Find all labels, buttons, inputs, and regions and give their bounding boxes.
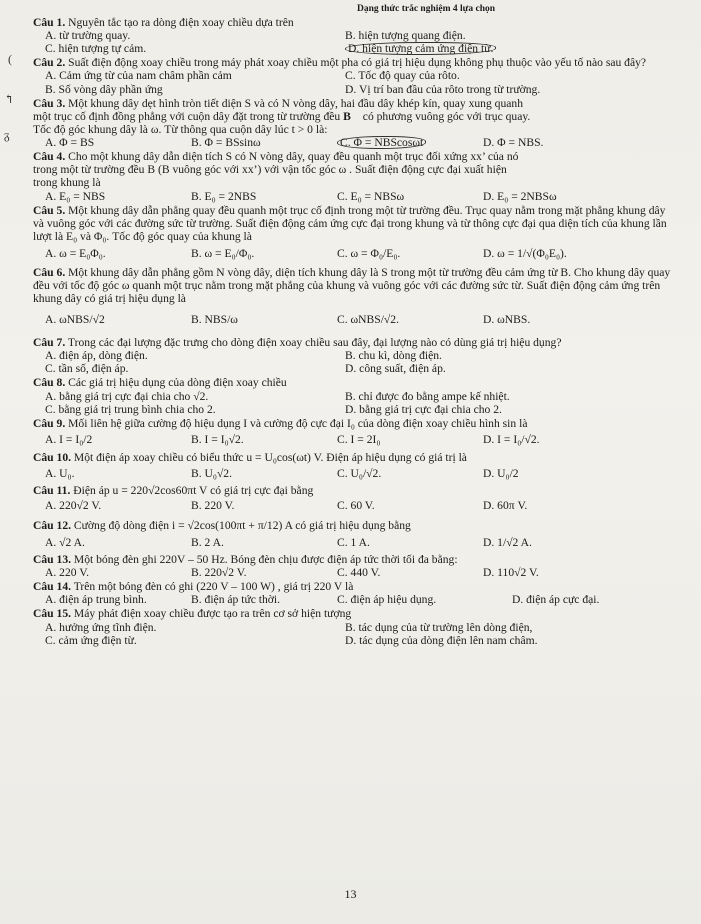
option-c-circled: C. Φ = NBScosωt: [337, 136, 483, 149]
option-a: A. I = I₀/2: [45, 433, 93, 447]
question-stem: Câu 12. Cường độ dòng điện i = √2cos(100πt + π/12) A có giá trị hiệu dụng bằng: [33, 519, 411, 533]
question-7: [33, 336, 679, 376]
option-a: A. ωNBS/√2: [45, 313, 105, 327]
option-b: B. 2 A.: [191, 535, 224, 549]
option-d: D. E₀ = 2NBSω: [483, 189, 557, 203]
question-stem: Câu 1. Nguyên tắc tạo ra dòng điện xoay chiều dựa trên: [33, 15, 294, 29]
option-b: B. chỉ được đo bằng ampe kế nhiệt.: [345, 389, 510, 403]
option-c: C. hiện tượng tự cảm.: [45, 42, 147, 56]
option-d: D. I = I₀/√2.: [483, 433, 540, 447]
margin-pen-mark: (: [8, 52, 12, 66]
option-d: D. 110√2 V.: [483, 566, 539, 580]
question-stem: Câu 9. Mối liên hệ giữa cường độ hiệu dụng I và cường độ cực đại I₀ của dòng điện xoay chiều hình sin là: [33, 416, 528, 430]
option-a: A. ω = E₀Φ₀.: [45, 247, 106, 261]
question-2: [33, 56, 679, 96]
option-c: C. Tốc độ quay của rôto.: [345, 69, 460, 83]
question-11: [33, 484, 679, 515]
margin-pen-mark: ↰: [4, 92, 15, 106]
option-c: C. 60 V.: [337, 499, 375, 513]
option-a: A. 220√2 V.: [45, 499, 102, 513]
question-stem: Câu 4. Cho một khung dây dẫn diện tích S có N vòng dây, quay đều quanh một trục đối xứng xx’ của nó: [33, 150, 519, 164]
option-d: D. U₀/2: [483, 466, 519, 480]
option-d: D. Vị trí ban đầu của rôto trong từ trường.: [345, 82, 541, 96]
question-stem-line: Tốc độ góc khung dây là ω. Từ thông qua cuộn dây lúc t > 0 là:: [33, 122, 328, 136]
question-stem-line: trong một từ trường đều B (B vuông góc với xx’) với vận tốc góc ω . Suất điện động cực đại xuất hiện: [33, 163, 507, 177]
option-a: A. điện áp, dòng điện.: [45, 348, 148, 362]
option-c-circled: C. E₀ = NBSω: [337, 189, 405, 203]
option-c: C. điện áp hiệu dụng.: [337, 593, 437, 607]
page-header: Dạng thức trắc nghiệm 4 lựa chọn: [356, 4, 496, 14]
option-d-circled: D. ωNBS.: [483, 313, 531, 327]
option-d: D. 60π V.: [483, 499, 528, 513]
option-c: C. I = 2I₀: [337, 433, 381, 447]
option-a: A. Cảm ứng từ của nam châm phần cảm: [45, 69, 232, 83]
option-d-circled: D. hiện tượng cảm ứng điện từ.: [345, 42, 679, 55]
option-d: D. 1/√2 A.: [483, 535, 532, 549]
option-a: A. 220 V.: [45, 566, 90, 580]
question-5: [33, 204, 679, 266]
question-3: [33, 97, 679, 150]
question-stem: Câu 2. Suất điện động xoay chiều trong máy phát xoay chiều một pha có giá trị hiệu dụng không phụ thuộc vào yếu tố nào sau đây?: [33, 56, 647, 70]
question-15: [33, 607, 679, 647]
question-6: [33, 266, 679, 336]
question-10: [33, 451, 679, 484]
option-c: C. U₀/√2.: [337, 466, 382, 480]
option-b-circled: B. Số vòng dây phần ứng: [45, 82, 163, 96]
question-stem-line: một trục cố định đồng phẳng với cuộn dây đặt trong từ trường đều B⃗ có phương vuông góc với trục quay.: [33, 109, 531, 123]
option-c: C. 440 V.: [337, 566, 381, 580]
option-a: A. √2 A.: [45, 535, 85, 549]
option-d: D. Φ = NBS.: [483, 136, 544, 150]
margin-pen-mark: ᵹ: [4, 128, 10, 142]
option-b: B. 220 V.: [191, 499, 235, 513]
question-stem-line: trong khung là: [33, 176, 101, 190]
option-b: B. điện áp tức thời.: [191, 593, 281, 607]
option-b: B. E₀ = 2NBS: [191, 189, 257, 203]
option-c: C. 1 A.: [337, 535, 370, 549]
option-b: B. Φ = BSsinω: [191, 136, 261, 150]
option-b: B. chu kì, dòng điện.: [345, 348, 442, 362]
option-b: B. hiện tượng quang điện.: [345, 28, 466, 42]
option-a: A. U₀.: [45, 466, 75, 480]
question-13: [33, 553, 679, 580]
option-c: C. ω = Φ₀/E₀.: [337, 247, 401, 261]
question-1: [33, 16, 679, 56]
option-c: C. bằng giá trị trung bình chia cho 2.: [45, 402, 216, 416]
question-8: [33, 376, 679, 416]
question-stem: Câu 13. Một bóng đèn ghi 220V – 50 Hz. Bóng đèn chịu được điện áp tức thời tối đa bằng:: [33, 553, 458, 567]
option-b: B. U₀√2.: [191, 466, 233, 480]
option-a: A. Φ = BS: [45, 136, 95, 150]
option-b: B. 220√2 V.: [191, 566, 247, 580]
question-stem: Câu 7. Trong các đại lượng đặc trưng cho dòng điện xoay chiều sau đây, đại lượng nào có dùng giá trị hiệu dụng?: [33, 335, 562, 349]
option-a: A. bằng giá trị cực đại chia cho √2.: [45, 389, 209, 403]
question-stem: Câu 11. Điện áp u = 220√2cos60πt V có giá trị cực đại bằng: [33, 484, 314, 498]
question-4: [33, 150, 679, 203]
option-c: C. cảm ứng điện từ.: [45, 633, 137, 647]
question-stem: Câu 3. Một khung dây dẹt hình tròn tiết diện S và có N vòng dây, hai đầu dây khép kín, quay xung quanh: [33, 96, 523, 110]
question-14: [33, 580, 679, 607]
option-d: D. tác dụng của dòng điện lên nam châm.: [345, 633, 538, 647]
question-9: [33, 417, 679, 450]
question-stem: Câu 6. Một khung dây dẫn phẳng gồm N vòng dây, diện tích khung dây là S trong một từ trường đều cảm ứng từ B. Cho khung dây quay đều với tốc độ góc ω quanh một trục nằm trong mặt phẳng của khung và vuông góc với các đường sức từ. Suất điện động cảm ứng trên khung dây có giá trị hiệu dụng là: [33, 265, 671, 306]
question-stem: Câu 5. Một khung dây dẫn phẳng quay đều quanh một trục cố định trong một từ trường đều. Trục quay nằm trong mặt phẳng khung dây và vuông góc với các đường sức từ trường. Suất điện động cảm ứng cực đại trong khung và từ thông cực đại qua diện tích của khung lần lượt là E₀ và Φ₀. Tốc độ góc quay của khung là: [33, 203, 667, 243]
option-a: A. điện áp trung bình.: [45, 593, 147, 607]
question-12: [33, 519, 679, 552]
option-c: C. tần số, điện áp.: [45, 362, 129, 376]
option-b: B. tác dụng của từ trường lên dòng điện,: [345, 620, 533, 634]
option-b: B. I = I₀√2.: [191, 433, 244, 447]
question-stem: Câu 14. Trên một bóng đèn có ghi (220 V – 100 W) , giá trị 220 V là: [33, 580, 354, 594]
option-a: A. hưởng ứng tĩnh điện.: [45, 620, 157, 634]
option-a: A. từ trường quay.: [45, 28, 131, 42]
option-d: D. bằng giá trị cực đại chia cho 2.: [345, 402, 502, 416]
option-d: D. điện áp cực đại.: [512, 593, 600, 607]
option-d: D. ω = 1/√(Φ₀E₀).: [483, 247, 567, 261]
option-b: B. ω = E₀/Φ₀.: [191, 247, 255, 261]
option-d: D. công suất, điện áp.: [345, 362, 446, 376]
page-number: 13: [344, 887, 357, 901]
question-stem: Câu 10. Một điện áp xoay chiều có biểu thức u = U₀cos(ωt) V. Điện áp hiệu dụng có giá trị là: [33, 450, 467, 464]
option-c: C. ωNBS/√2.: [337, 313, 399, 327]
option-a: A. E₀ = NBS: [45, 189, 106, 203]
question-stem: Câu 15. Máy phát điện xoay chiều được tạo ra trên cơ sở hiện tượng: [33, 607, 352, 621]
question-stem: Câu 8. Các giá trị hiệu dụng của dòng điện xoay chiều: [33, 376, 287, 390]
option-b: B. NBS/ω: [191, 313, 238, 327]
